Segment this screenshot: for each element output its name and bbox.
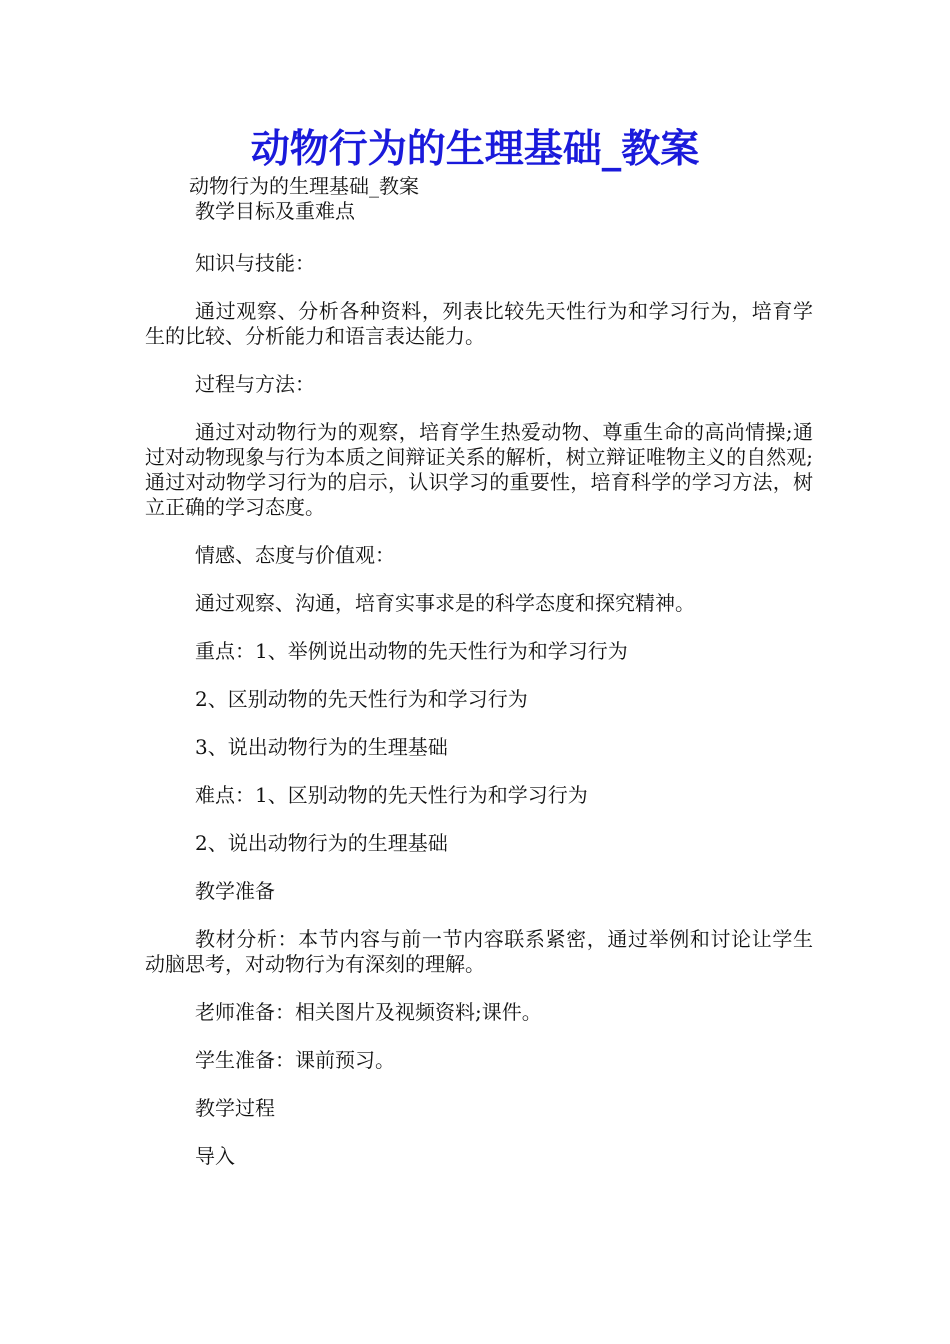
paragraph-preparation-heading: 教学准备 [195,879,275,903]
paragraph-teacher-preparation: 老师准备：相关图片及视频资料;课件。 [195,1000,542,1024]
paragraph-difficulty-1: 难点：1、区别动物的先天性行为和学习行为 [195,783,588,807]
paragraph-values-heading: 情感、态度与价值观： [195,543,395,567]
paragraph-knowledge-skills: 通过观察、分析各种资料，列表比较先天性行为和学习行为，培育学生的比较、分析能力和语言表达能力。 [145,299,813,348]
paragraph-introduction: 导入 [195,1144,235,1168]
paragraph-student-preparation: 学生准备：课前预习。 [195,1048,395,1072]
paragraph-key-point-2: 2、区别动物的先天性行为和学习行为 [195,687,528,711]
paragraph-objectives-heading: 教学目标及重难点 [195,199,355,223]
document-subtitle: 动物行为的生理基础_教案 [189,174,419,198]
paragraph-key-point-3: 3、说出动物行为的生理基础 [195,735,448,759]
document-title: 动物行为的生理基础_教案 [250,127,700,172]
paragraph-key-point-1: 重点：1、举例说出动物的先天性行为和学习行为 [195,639,628,663]
paragraph-textbook-analysis: 教材分析：本节内容与前一节内容联系紧密，通过举例和讨论让学生动脑思考，对动物行为有深刻的理解。 [145,927,813,976]
paragraph-difficulty-2: 2、说出动物行为的生理基础 [195,831,448,855]
paragraph-knowledge-skills-heading: 知识与技能： [195,251,315,275]
paragraph-process-heading: 教学过程 [195,1096,275,1120]
paragraph-process-methods-heading: 过程与方法： [195,372,315,396]
paragraph-process-methods: 通过对动物行为的观察，培育学生热爱动物、尊重生命的高尚情操;通过对动物现象与行为本质之间辩证关系的解析，树立辩证唯物主义的自然观;通过对动物学习行为的启示，认识学习的重要性，培育科学的学习方法，树立正确的学习态度。 [145,420,813,519]
paragraph-values: 通过观察、沟通，培育实事求是的科学态度和探究精神。 [195,591,695,615]
document-body [145,199,813,1192]
